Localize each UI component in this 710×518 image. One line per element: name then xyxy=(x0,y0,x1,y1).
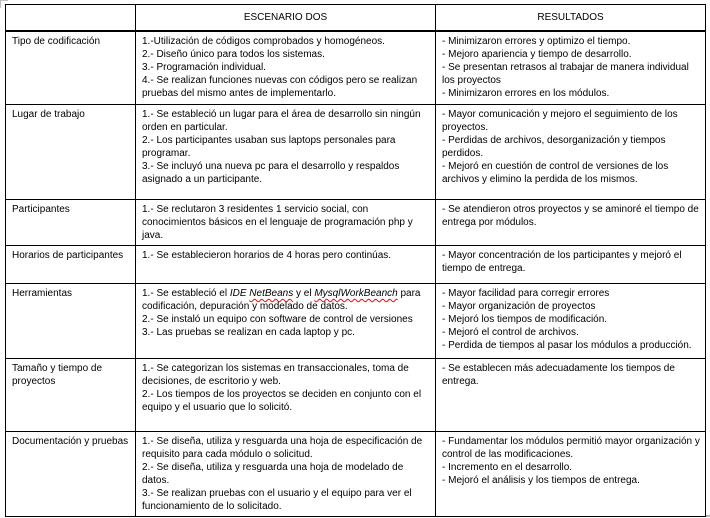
escenario-cell xyxy=(136,200,436,246)
text-line: 2.- Los tiempos de los proyectos se deciden en conjunto con el equipo y el usuario que lo solicitó. xyxy=(142,389,422,413)
text-line: 4.- Se realizan funciones nuevas con códigos pero se realizan pruebas del mismo antes de implementarlo. xyxy=(142,74,418,99)
category-label: Documentación y pruebas xyxy=(12,436,129,447)
category-cell xyxy=(6,359,136,432)
category-label: Lugar de trabajo xyxy=(12,109,85,120)
text-line: 3.- Se realizan pruebas con el usuario y el equipo para ver el funcionamiento de lo solicitado. xyxy=(142,488,412,512)
text-line: 1.- Se categorizan los sistemas en transaccionales, toma de decisiones, de escritorio y web. xyxy=(142,363,409,387)
text-line: 1.- Se reclutaron 3 residentes 1 servicio social, con conocimientos básicos en el lenguaje de programación php y java. xyxy=(142,204,413,241)
comparison-table xyxy=(5,4,706,517)
category-label: Participantes xyxy=(12,204,70,215)
category-label: Tamaño y tiempo de proyectos xyxy=(12,363,103,387)
text-segment: 1.- Se estableció el xyxy=(142,288,230,299)
category-cell xyxy=(6,246,136,284)
category-cell xyxy=(6,284,136,359)
category-cell xyxy=(6,200,136,246)
table-body xyxy=(6,31,706,517)
text-line: - Mayor concentración de los participantes y mejoró el tiempo de entrega. xyxy=(442,250,682,274)
misspelled-word: MysqlWorkBeanch xyxy=(314,288,398,299)
text-line: - Se presentan retrasos al trabajar de manera individual los proyectos xyxy=(442,61,689,86)
table-row xyxy=(6,31,706,105)
category-cell xyxy=(6,105,136,200)
category-cell xyxy=(6,432,136,517)
text-line: - Mayor facilidad para corregir errores xyxy=(442,288,610,299)
resultados-cell xyxy=(436,200,706,246)
text-segment: y el xyxy=(293,288,315,299)
text-line: 2.- Se instaló un equipo con software de control de versiones xyxy=(142,314,413,325)
text-line: 1.- Se establecieron horarios de 4 horas pero continúas. xyxy=(142,250,392,261)
text-line: - Minimizaron errores y optimizo el tiempo. xyxy=(442,35,631,47)
text-line: 2.- Se diseña, utiliza y resguarda una hoja de modelado de datos. xyxy=(142,462,404,486)
text-line: 2.- Diseño único para todos los sistemas. xyxy=(142,48,325,60)
text-segment: para codificación, depuración y modelado de datos. xyxy=(142,288,421,312)
text-line: - Mayor comunicación y mejoro el seguimiento de los proyectos. xyxy=(442,109,678,133)
text-line: - Perdidas de archivos, desorganización y tiempos perdidos. xyxy=(442,135,666,159)
text-line: - Mejoró el análisis y los tiempos de entrega. xyxy=(442,475,640,486)
header-row xyxy=(6,5,706,31)
resultados-cell xyxy=(436,432,706,517)
text-line: - Se atendieron otros proyectos y se aminoré el tiempo de entrega por módulos. xyxy=(442,204,699,228)
text-line: - Incremento en el desarrollo. xyxy=(442,462,573,473)
table-header xyxy=(6,5,706,31)
text-line: 1.- Se diseña, utiliza y resguarda una hoja de especificación de requisito para cada módulo o solicitud. xyxy=(142,436,423,460)
table-resize-handle-artifact xyxy=(706,511,710,517)
text-line: - Minimizaron errores en los módulos. xyxy=(442,87,610,99)
text-line: 2.- Los participantes usaban sus laptops personales para programar. xyxy=(142,135,396,159)
text-line: 3.- Programación individual. xyxy=(142,61,266,73)
text-line: 1.-Utilización de códigos comprobados y homogéneos. xyxy=(142,35,385,47)
table-row xyxy=(6,105,706,200)
column-header-resultados: RESULTADOS xyxy=(436,5,706,31)
resultados-cell xyxy=(436,246,706,284)
text-line: - Mejoro apariencia y tiempo de desarrollo. xyxy=(442,48,632,60)
resultados-cell xyxy=(436,31,706,105)
column-header-category xyxy=(6,5,136,31)
text-line: - Mejoró los tiempos de modificación. xyxy=(442,314,608,325)
escenario-cell xyxy=(136,359,436,432)
escenario-cell xyxy=(136,105,436,200)
text-line: - Mejoró el control de archivos. xyxy=(442,327,579,338)
table-row xyxy=(6,284,706,359)
table-row xyxy=(6,200,706,246)
category-label: Horarios de participantes xyxy=(12,250,124,261)
escenario-cell xyxy=(136,284,436,359)
resultados-cell xyxy=(436,105,706,200)
escenario-cell xyxy=(136,31,436,105)
text-line: - Mayor organización de proyectos xyxy=(442,301,596,312)
text-segment: IDE xyxy=(229,288,250,299)
text-line: 1.- Se estableció un lugar para el área de desarrollo sin ningún orden en particular. xyxy=(142,109,421,133)
text-line: - Fundamentar los módulos permitió mayor organización y control de las modificaciones. xyxy=(442,436,700,460)
text-line xyxy=(142,287,430,313)
text-line: - Se establecen más adecuadamente los tiempos de entrega. xyxy=(442,363,675,387)
text-line: - Perdida de tiempos al pasar los módulos a producción. xyxy=(442,340,692,351)
category-label: Tipo de codificación xyxy=(12,35,101,47)
resultados-cell xyxy=(436,284,706,359)
text-line: - Mejoró en cuestión de control de versiones de los archivos y elimino la perdida de los mismos. xyxy=(442,161,669,185)
table-row xyxy=(6,432,706,517)
category-label: Herramientas xyxy=(12,288,73,299)
category-cell xyxy=(6,31,136,105)
text-line: 3.- Las pruebas se realizan en cada laptop y pc. xyxy=(142,327,355,338)
text-line: 3.- Se incluyó una nueva pc para el desarrollo y respaldos asignado a un participante. xyxy=(142,161,400,185)
misspelled-word: NetBeans xyxy=(249,288,294,299)
escenario-cell xyxy=(136,246,436,284)
table-row xyxy=(6,359,706,432)
escenario-cell xyxy=(136,432,436,517)
table-row xyxy=(6,246,706,284)
resultados-cell xyxy=(436,359,706,432)
column-header-escenario: ESCENARIO DOS xyxy=(136,5,436,31)
